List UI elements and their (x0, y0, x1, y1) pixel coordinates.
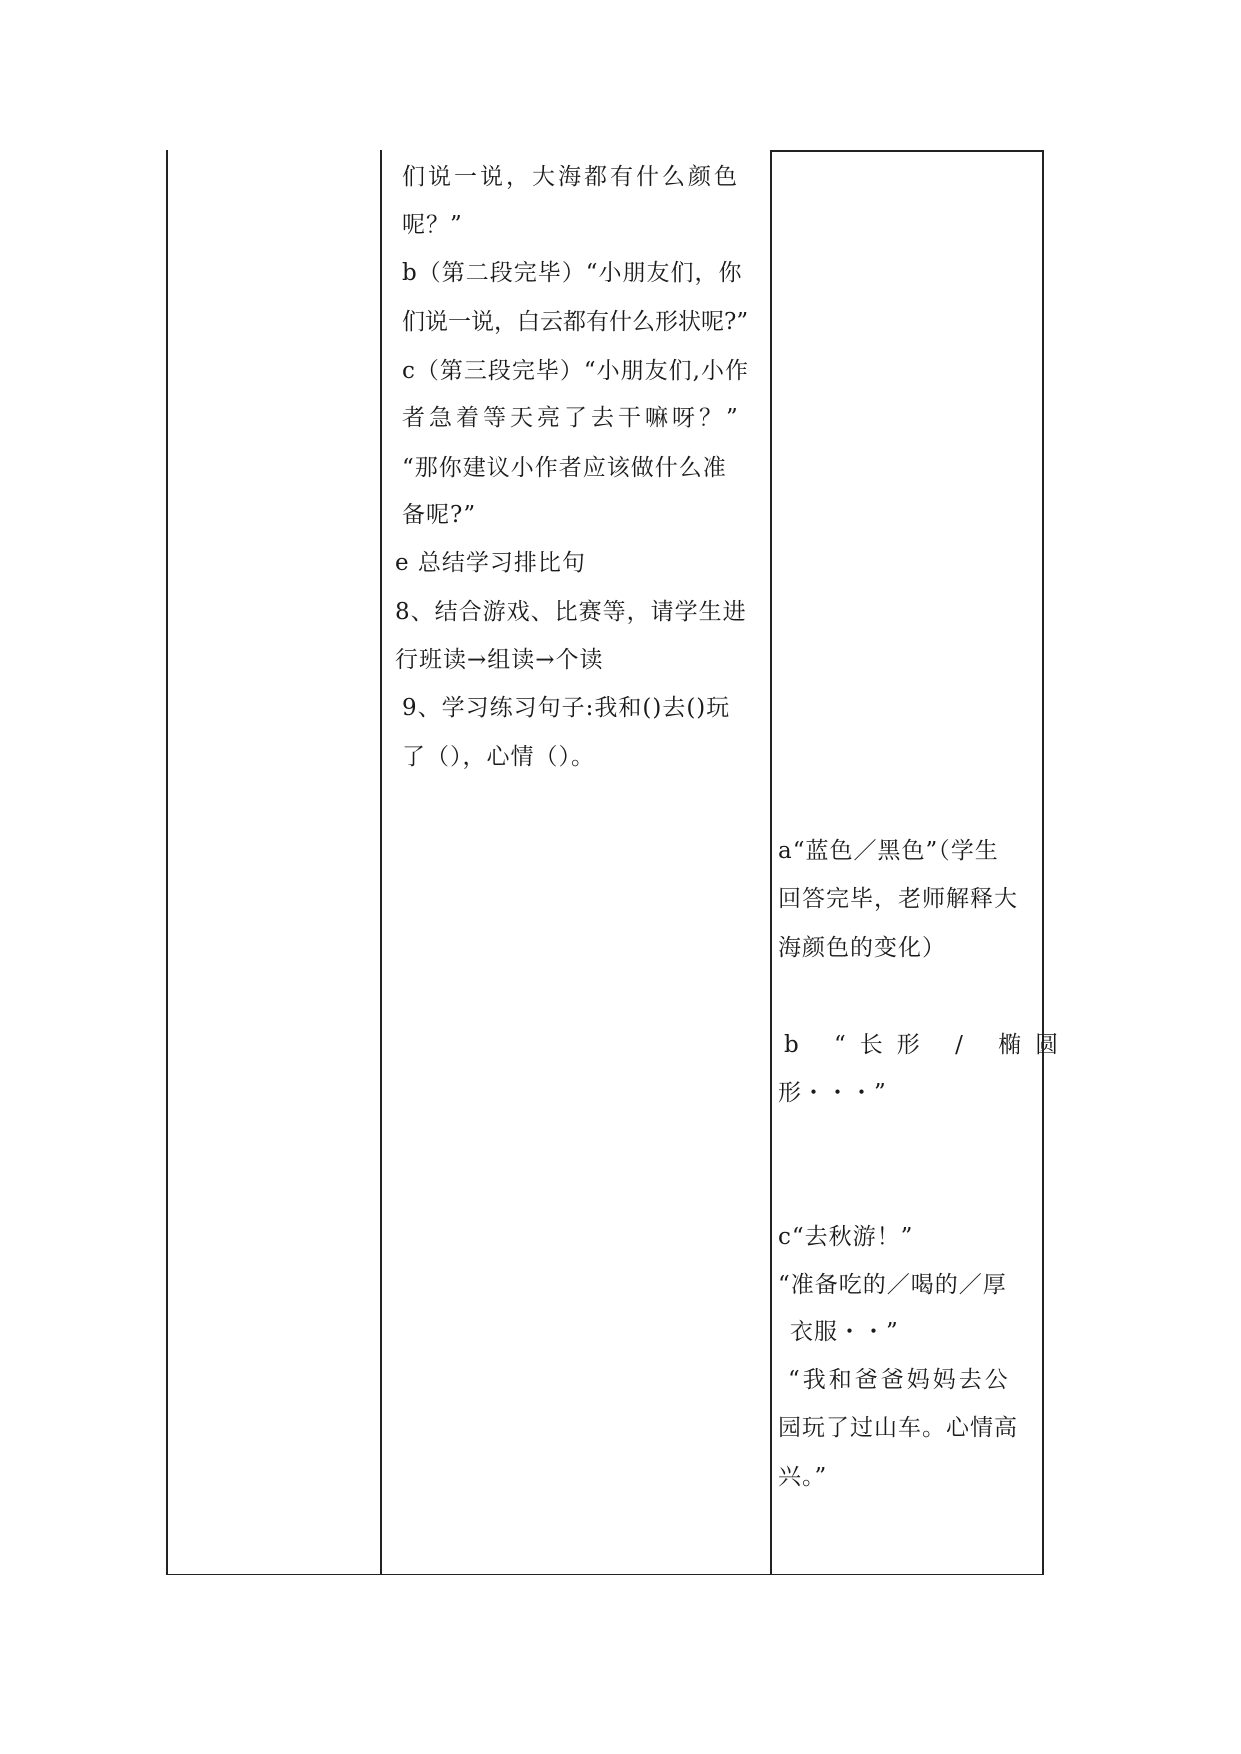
left-column-cell (166, 150, 381, 1574)
activity-line-9: “我和爸爸妈妈去公 (788, 1367, 1011, 1393)
process-line-9: e 总结学习排比句 (395, 550, 586, 576)
teaching-process-cell (383, 150, 771, 1574)
process-line-3: b（第二段完毕）“小朋友们，你 (402, 260, 743, 286)
process-line-7: “那你建议小作者应该做什么准 (402, 455, 727, 481)
lesson-plan-table (166, 150, 1073, 1575)
process-line-8: 备呢?” (402, 502, 477, 528)
student-activity-cell (774, 150, 1073, 1574)
activity-line-6: c“去秋游！” (778, 1224, 914, 1250)
activity-line-7: “准备吃的／喝的／厚 (778, 1272, 1007, 1298)
activity-line-11: 兴。” (778, 1464, 828, 1490)
process-line-13: 了（），心情（）。 (402, 744, 595, 770)
activity-line-1: a“蓝色／黑色”（学生 (778, 838, 999, 864)
process-line-6: 者急着等天亮了去干嘛呀？” (402, 405, 742, 431)
process-line-5: c（第三段完毕）“小朋友们,小作 (402, 358, 749, 384)
process-line-11: 行班读→组读→个读 (395, 647, 604, 673)
activity-line-4: b “长形 / 椭圆 (784, 1032, 1073, 1058)
process-line-1: 们说一说，大海都有什么颜色 (402, 164, 740, 190)
table-border-right (1042, 150, 1044, 1575)
process-line-4: 们说一说，白云都有什么形状呢?” (402, 309, 749, 335)
process-line-12: 9、学习练习句子:我和()去()玩 (402, 695, 731, 721)
activity-line-5: 形・・・” (778, 1080, 887, 1106)
activity-line-2: 回答完毕，老师解释大 (778, 886, 1018, 912)
activity-line-10: 园玩了过山车。心情高 (778, 1415, 1018, 1441)
activity-line-3: 海颜色的变化） (778, 935, 946, 961)
activity-line-8: 衣服・・” (790, 1319, 899, 1345)
process-line-10: 8、结合游戏、比赛等，请学生进 (395, 599, 747, 625)
process-line-2: 呢？” (402, 212, 463, 238)
